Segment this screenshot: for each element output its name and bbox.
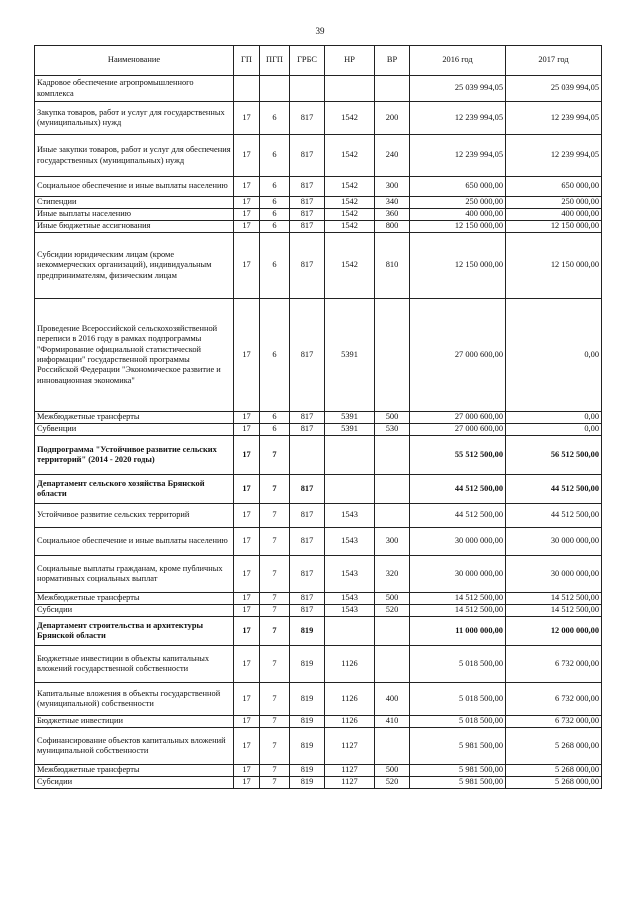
cell-vr (375, 617, 410, 646)
cell-2017: 25 039 994,05 (506, 76, 602, 102)
cell-ppgp: 6 (260, 102, 290, 135)
table-row (35, 102, 602, 135)
cell-ppgp: 6 (260, 209, 290, 221)
table-row (35, 716, 602, 728)
cell-2016: 14 512 500,00 (410, 605, 506, 617)
cell-np: 1126 (325, 683, 375, 716)
cell-grbs (290, 76, 325, 102)
cell-ppgp: 7 (260, 528, 290, 556)
cell-2017: 5 268 000,00 (506, 765, 602, 777)
page-number: 39 (315, 26, 325, 36)
cell-2017: 12 150 000,00 (506, 221, 602, 233)
table-row (35, 475, 602, 504)
cell-np: 1542 (325, 209, 375, 221)
cell-gp: 17 (234, 221, 260, 233)
cell-2016: 5 018 500,00 (410, 683, 506, 716)
cell-grbs (290, 436, 325, 475)
col-header-name: Наименование (35, 46, 234, 76)
table-row (35, 436, 602, 475)
cell-gp: 17 (234, 197, 260, 209)
cell-name: Социальное обеспечение и иные выплаты населению (35, 528, 234, 556)
cell-gp: 17 (234, 412, 260, 424)
table-row (35, 683, 602, 716)
table-row (35, 728, 602, 765)
cell-2016: 12 239 994,05 (410, 102, 506, 135)
cell-grbs: 817 (290, 221, 325, 233)
cell-np: 5391 (325, 412, 375, 424)
cell-2017: 44 512 500,00 (506, 475, 602, 504)
cell-vr: 410 (375, 716, 410, 728)
cell-2017: 5 268 000,00 (506, 728, 602, 765)
cell-2017: 400 000,00 (506, 209, 602, 221)
cell-name: Устойчивое развитие сельских территорий (35, 504, 234, 528)
cell-gp: 17 (234, 617, 260, 646)
cell-grbs: 817 (290, 556, 325, 593)
cell-ppgp: 7 (260, 617, 290, 646)
cell-ppgp: 7 (260, 728, 290, 765)
cell-name: Иные бюджетные ассигнования (35, 221, 234, 233)
cell-gp: 17 (234, 765, 260, 777)
cell-2017: 6 732 000,00 (506, 716, 602, 728)
table-row (35, 528, 602, 556)
cell-2016: 5 981 500,00 (410, 765, 506, 777)
cell-2016: 30 000 000,00 (410, 528, 506, 556)
cell-np (325, 475, 375, 504)
cell-2017: 6 732 000,00 (506, 683, 602, 716)
cell-name: Софинансирование объектов капитальных вложений муниципальной собственности (35, 728, 234, 765)
cell-2016: 5 018 500,00 (410, 716, 506, 728)
cell-2017: 30 000 000,00 (506, 528, 602, 556)
cell-2017: 0,00 (506, 412, 602, 424)
cell-gp: 17 (234, 209, 260, 221)
cell-grbs: 817 (290, 299, 325, 412)
cell-2016: 44 512 500,00 (410, 504, 506, 528)
cell-gp: 17 (234, 504, 260, 528)
cell-2016: 5 981 500,00 (410, 777, 506, 789)
cell-2016: 5 018 500,00 (410, 646, 506, 683)
cell-ppgp: 6 (260, 177, 290, 197)
cell-name: Департамент сельского хозяйства Брянской области (35, 475, 234, 504)
cell-np: 1542 (325, 102, 375, 135)
cell-gp: 17 (234, 424, 260, 436)
cell-vr: 360 (375, 209, 410, 221)
cell-2017: 12 239 994,05 (506, 135, 602, 177)
cell-2016: 30 000 000,00 (410, 556, 506, 593)
cell-vr: 400 (375, 683, 410, 716)
cell-vr: 200 (375, 102, 410, 135)
table-row (35, 177, 602, 197)
cell-np: 1127 (325, 728, 375, 765)
cell-ppgp: 7 (260, 475, 290, 504)
cell-vr: 300 (375, 528, 410, 556)
cell-name: Кадровое обеспечение агропромышленного комплекса (35, 76, 234, 102)
table-row (35, 777, 602, 789)
cell-grbs: 819 (290, 683, 325, 716)
col-header-2017: 2017 год (506, 46, 602, 76)
cell-2016: 44 512 500,00 (410, 475, 506, 504)
cell-vr: 520 (375, 605, 410, 617)
cell-np (325, 436, 375, 475)
cell-2017: 44 512 500,00 (506, 504, 602, 528)
cell-grbs: 819 (290, 716, 325, 728)
cell-np: 1542 (325, 135, 375, 177)
cell-name: Субсидии (35, 777, 234, 789)
cell-vr (375, 728, 410, 765)
cell-vr (375, 76, 410, 102)
cell-vr (375, 475, 410, 504)
col-header-grbs: ГРБС (290, 46, 325, 76)
col-header-2016: 2016 год (410, 46, 506, 76)
cell-2017: 12 239 994,05 (506, 102, 602, 135)
cell-2017: 5 268 000,00 (506, 777, 602, 789)
cell-gp: 17 (234, 716, 260, 728)
cell-name: Социальные выплаты гражданам, кроме публичных нормативных социальных выплат (35, 556, 234, 593)
cell-np: 1543 (325, 605, 375, 617)
table-row (35, 135, 602, 177)
cell-grbs: 819 (290, 765, 325, 777)
cell-2017: 12 150 000,00 (506, 233, 602, 299)
cell-2016: 27 000 600,00 (410, 412, 506, 424)
table-row (35, 593, 602, 605)
cell-vr: 500 (375, 412, 410, 424)
cell-name: Стипендии (35, 197, 234, 209)
cell-name: Подпрограмма "Устойчивое развитие сельских территорий" (2014 - 2020 годы) (35, 436, 234, 475)
table-row (35, 221, 602, 233)
cell-2016: 250 000,00 (410, 197, 506, 209)
cell-gp: 17 (234, 556, 260, 593)
cell-np: 1542 (325, 221, 375, 233)
cell-name: Иные выплаты населению (35, 209, 234, 221)
cell-2016: 12 150 000,00 (410, 233, 506, 299)
cell-np (325, 617, 375, 646)
table-row (35, 197, 602, 209)
cell-np: 5391 (325, 299, 375, 412)
cell-name: Социальное обеспечение и иные выплаты населению (35, 177, 234, 197)
cell-ppgp: 7 (260, 683, 290, 716)
table-row (35, 646, 602, 683)
col-header-vr: ВР (375, 46, 410, 76)
cell-vr: 530 (375, 424, 410, 436)
cell-2016: 27 000 600,00 (410, 424, 506, 436)
cell-ppgp: 7 (260, 605, 290, 617)
cell-gp: 17 (234, 436, 260, 475)
cell-name: Иные закупки товаров, работ и услуг для обеспечения государственных (муниципальных) нужд (35, 135, 234, 177)
cell-ppgp: 7 (260, 504, 290, 528)
cell-np: 1543 (325, 528, 375, 556)
cell-name: Межбюджетные трансферты (35, 765, 234, 777)
cell-gp: 17 (234, 605, 260, 617)
table-row (35, 233, 602, 299)
cell-grbs: 817 (290, 424, 325, 436)
table-row (35, 299, 602, 412)
cell-gp: 17 (234, 102, 260, 135)
cell-name: Субсидии (35, 605, 234, 617)
cell-grbs: 817 (290, 528, 325, 556)
cell-np: 1543 (325, 556, 375, 593)
cell-gp: 17 (234, 233, 260, 299)
cell-ppgp: 6 (260, 299, 290, 412)
cell-ppgp: 7 (260, 765, 290, 777)
cell-ppgp: 7 (260, 646, 290, 683)
cell-2016: 14 512 500,00 (410, 593, 506, 605)
cell-ppgp: 6 (260, 221, 290, 233)
cell-grbs: 817 (290, 504, 325, 528)
cell-vr: 320 (375, 556, 410, 593)
cell-vr (375, 299, 410, 412)
cell-ppgp: 7 (260, 777, 290, 789)
cell-vr: 500 (375, 765, 410, 777)
cell-ppgp: 7 (260, 556, 290, 593)
cell-np: 1543 (325, 504, 375, 528)
cell-name: Субсидии юридическим лицам (кроме некоммерческих организаций), индивидуальным предпринимателям, физическим лицам (35, 233, 234, 299)
cell-gp: 17 (234, 299, 260, 412)
cell-name: Капитальные вложения в объекты государственной (муниципальной) собственности (35, 683, 234, 716)
table-row (35, 424, 602, 436)
table-row (35, 209, 602, 221)
cell-np: 1542 (325, 177, 375, 197)
cell-np: 5391 (325, 424, 375, 436)
cell-ppgp: 6 (260, 233, 290, 299)
cell-grbs: 817 (290, 412, 325, 424)
cell-vr: 300 (375, 177, 410, 197)
cell-vr (375, 436, 410, 475)
cell-2016: 12 150 000,00 (410, 221, 506, 233)
cell-gp: 17 (234, 475, 260, 504)
cell-grbs: 817 (290, 177, 325, 197)
cell-2016: 55 512 500,00 (410, 436, 506, 475)
table-row (35, 765, 602, 777)
col-header-np: НР (325, 46, 375, 76)
cell-vr: 810 (375, 233, 410, 299)
cell-ppgp (260, 76, 290, 102)
col-header-gp: ГП (234, 46, 260, 76)
cell-name: Межбюджетные трансферты (35, 412, 234, 424)
cell-np: 1127 (325, 765, 375, 777)
col-header-ppgp: ПГП (260, 46, 290, 76)
cell-grbs: 819 (290, 617, 325, 646)
cell-np: 1126 (325, 716, 375, 728)
cell-name: Бюджетные инвестиции в объекты капитальных вложений государственной собственности (35, 646, 234, 683)
cell-vr (375, 504, 410, 528)
cell-grbs: 819 (290, 646, 325, 683)
budget-table (34, 45, 602, 789)
cell-name: Департамент строительства и архитектуры Брянской области (35, 617, 234, 646)
cell-vr (375, 646, 410, 683)
header-row (35, 46, 602, 76)
cell-grbs: 817 (290, 102, 325, 135)
cell-grbs: 819 (290, 728, 325, 765)
cell-2017: 12 000 000,00 (506, 617, 602, 646)
cell-np: 1126 (325, 646, 375, 683)
cell-2016: 5 981 500,00 (410, 728, 506, 765)
cell-2017: 6 732 000,00 (506, 646, 602, 683)
cell-2016: 25 039 994,05 (410, 76, 506, 102)
cell-2017: 14 512 500,00 (506, 593, 602, 605)
cell-grbs: 817 (290, 233, 325, 299)
cell-2017: 56 512 500,00 (506, 436, 602, 475)
cell-grbs: 817 (290, 475, 325, 504)
cell-gp: 17 (234, 728, 260, 765)
table-row (35, 504, 602, 528)
cell-gp: 17 (234, 777, 260, 789)
table-row (35, 605, 602, 617)
cell-gp: 17 (234, 646, 260, 683)
cell-grbs: 817 (290, 605, 325, 617)
cell-grbs: 817 (290, 593, 325, 605)
cell-name: Закупка товаров, работ и услуг для государственных (муниципальных) нужд (35, 102, 234, 135)
table-row (35, 76, 602, 102)
cell-vr: 340 (375, 197, 410, 209)
cell-name: Межбюджетные трансферты (35, 593, 234, 605)
cell-ppgp: 6 (260, 424, 290, 436)
cell-ppgp: 7 (260, 593, 290, 605)
cell-2017: 650 000,00 (506, 177, 602, 197)
cell-np: 1542 (325, 197, 375, 209)
cell-ppgp: 7 (260, 716, 290, 728)
cell-gp (234, 76, 260, 102)
cell-name: Проведение Всероссийской сельскохозяйственной переписи в 2016 году в рамках подпрограммы "Формирование официальной статистической информации" государственной программы Российской Федерации "Экономическое развитие и инновационная экономика" (35, 299, 234, 412)
cell-gp: 17 (234, 177, 260, 197)
cell-np: 1543 (325, 593, 375, 605)
cell-2017: 0,00 (506, 424, 602, 436)
cell-grbs: 817 (290, 209, 325, 221)
cell-grbs: 819 (290, 777, 325, 789)
cell-2017: 14 512 500,00 (506, 605, 602, 617)
cell-vr: 520 (375, 777, 410, 789)
cell-grbs: 817 (290, 197, 325, 209)
cell-vr: 240 (375, 135, 410, 177)
table-row (35, 556, 602, 593)
cell-gp: 17 (234, 683, 260, 716)
cell-2016: 400 000,00 (410, 209, 506, 221)
cell-vr: 800 (375, 221, 410, 233)
cell-2016: 650 000,00 (410, 177, 506, 197)
cell-name: Бюджетные инвестиции (35, 716, 234, 728)
table-row (35, 617, 602, 646)
cell-2017: 250 000,00 (506, 197, 602, 209)
cell-2016: 12 239 994,05 (410, 135, 506, 177)
cell-ppgp: 6 (260, 197, 290, 209)
cell-gp: 17 (234, 593, 260, 605)
cell-np: 1127 (325, 777, 375, 789)
cell-ppgp: 7 (260, 436, 290, 475)
cell-np (325, 76, 375, 102)
table-row (35, 412, 602, 424)
cell-gp: 17 (234, 528, 260, 556)
cell-2016: 11 000 000,00 (410, 617, 506, 646)
cell-grbs: 817 (290, 135, 325, 177)
cell-2017: 30 000 000,00 (506, 556, 602, 593)
cell-ppgp: 6 (260, 412, 290, 424)
cell-ppgp: 6 (260, 135, 290, 177)
cell-2017: 0,00 (506, 299, 602, 412)
cell-vr: 500 (375, 593, 410, 605)
cell-name: Субвенции (35, 424, 234, 436)
cell-2016: 27 000 600,00 (410, 299, 506, 412)
cell-np: 1542 (325, 233, 375, 299)
cell-gp: 17 (234, 135, 260, 177)
